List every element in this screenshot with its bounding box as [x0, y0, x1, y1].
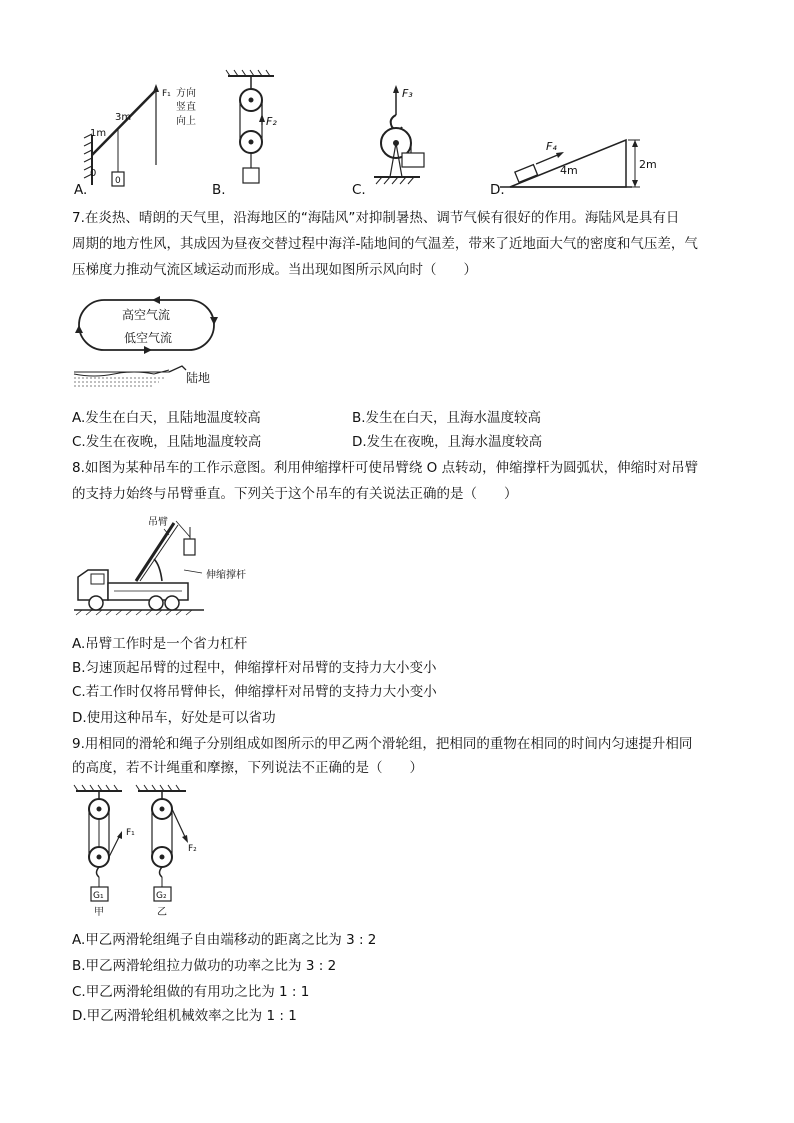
- fig6a-weight-label: 0: [115, 176, 121, 186]
- q7-stem-line-2: 周期的地方性风，其成因为昼夜交替过程中海洋-陆地间的气温差，带来了近地面大气的密度和气压差，气: [72, 236, 698, 252]
- q7-option-d[interactable]: D.发生在夜晚，且海水温度较高: [352, 434, 543, 450]
- figure-9-pulley-systems: [74, 787, 214, 922]
- q6-option-c[interactable]: C.: [352, 182, 366, 198]
- fig6a-label-1m: 1m: [90, 128, 107, 139]
- q6-option-d[interactable]: D.: [490, 182, 505, 198]
- q9-stem-line-2: 的高度，若不计绳重和摩擦，下列说法不正确的是（ ）: [72, 760, 423, 776]
- q8-option-b[interactable]: B.匀速顶起吊臂的过程中，伸缩撑杆对吊臂的支持力大小变小: [72, 660, 437, 676]
- fig6a-note-2: 竖直: [176, 102, 196, 113]
- fig6a-note-3: 向上: [176, 116, 196, 127]
- figure-6d-incline: [500, 132, 670, 197]
- q9-option-c[interactable]: C.甲乙两滑轮组做的有用功之比为 1 : 1: [72, 984, 310, 1000]
- q7-stem-line-1: 7.在炎热、晴朗的天气里，沿海地区的“海陆风”对抑制暑热、调节气候有很好的作用。海陆风是具有日: [72, 210, 680, 226]
- q7-option-a[interactable]: A.发生在白天，且陆地温度较高: [72, 410, 261, 426]
- fig7-upper-label: 高空气流: [122, 308, 171, 322]
- q8-stem-line-2: 的支持力始终与吊臂垂直。下列关于这个吊车的有关说法正确的是（ ）: [72, 486, 518, 502]
- q7-stem-line-3: 压梯度力推动气流区域运动而形成。当出现如图所示风向时（ ）: [72, 262, 477, 278]
- q8-option-c[interactable]: C.若工作时仅将吊臂伸长，伸缩撑杆对吊臂的支持力大小变小: [72, 684, 437, 700]
- fig8-arm-label: 吊臂: [148, 517, 168, 528]
- q8-option-d[interactable]: D.使用这种吊车，好处是可以省功: [72, 710, 276, 726]
- q7-option-c[interactable]: C.发生在夜晚，且陆地温度较高: [72, 434, 262, 450]
- fig9-f2-label: F₂: [188, 844, 197, 854]
- q9-stem-line-1: 9.用相同的滑轮和绳子分别组成如图所示的甲乙两个滑轮组，把相同的重物在相同的时间内匀速提升相同: [72, 736, 693, 752]
- fig6a-label-3m: 3m: [115, 112, 132, 123]
- q8-option-a[interactable]: A.吊臂工作时是一个省力杠杆: [72, 636, 248, 652]
- fig6a-note-1: 方向: [176, 88, 196, 99]
- fig6c-force-label: F₃: [402, 87, 413, 100]
- fig9-yi-label: 乙: [157, 907, 167, 918]
- fig9-jia-label: 甲: [94, 907, 104, 918]
- fig9-g2-label: G₂: [156, 891, 167, 901]
- q6-option-b[interactable]: B.: [212, 182, 226, 198]
- q9-option-d[interactable]: D.甲乙两滑轮组机械效率之比为 1 : 1: [72, 1008, 297, 1024]
- q9-option-b[interactable]: B.甲乙两滑轮组拉力做功的功率之比为 3 : 2: [72, 958, 337, 974]
- figure-6b-pulley: [222, 70, 292, 195]
- fig6b-force-label: F₂: [266, 115, 277, 128]
- fig6d-height-label: 2m: [639, 158, 657, 171]
- fig6a-force-label: F₁: [162, 89, 171, 99]
- q9-option-a[interactable]: A.甲乙两滑轮组绳子自由端移动的距离之比为 3 : 2: [72, 932, 377, 948]
- q6-option-a[interactable]: A.: [74, 182, 88, 198]
- fig6d-force-label: F₄: [546, 140, 557, 153]
- figure-6c-pulley: [360, 85, 440, 195]
- fig9-g1-label: G₁: [93, 891, 104, 901]
- q7-option-b[interactable]: B.发生在白天，且海水温度较高: [352, 410, 542, 426]
- fig6d-length-label: 4m: [560, 164, 578, 177]
- figure-7-sea-land-breeze: [74, 292, 224, 392]
- figure-6a-lever: [70, 80, 200, 195]
- fig9-f1-label: F₁: [126, 828, 135, 838]
- fig6a-pivot-label: 0: [90, 168, 97, 179]
- figure-8-crane-truck: [74, 515, 264, 620]
- fig7-land-label: 陆地: [186, 371, 211, 385]
- fig7-lower-label: 低空气流: [124, 331, 173, 345]
- fig8-rod-label: 伸缩撑杆: [206, 570, 246, 581]
- q8-stem-line-1: 8.如图为某种吊车的工作示意图。利用伸缩撑杆可使吊臂绕 O 点转动，伸缩撑杆为圆弧状，伸缩时对吊臂: [72, 460, 699, 476]
